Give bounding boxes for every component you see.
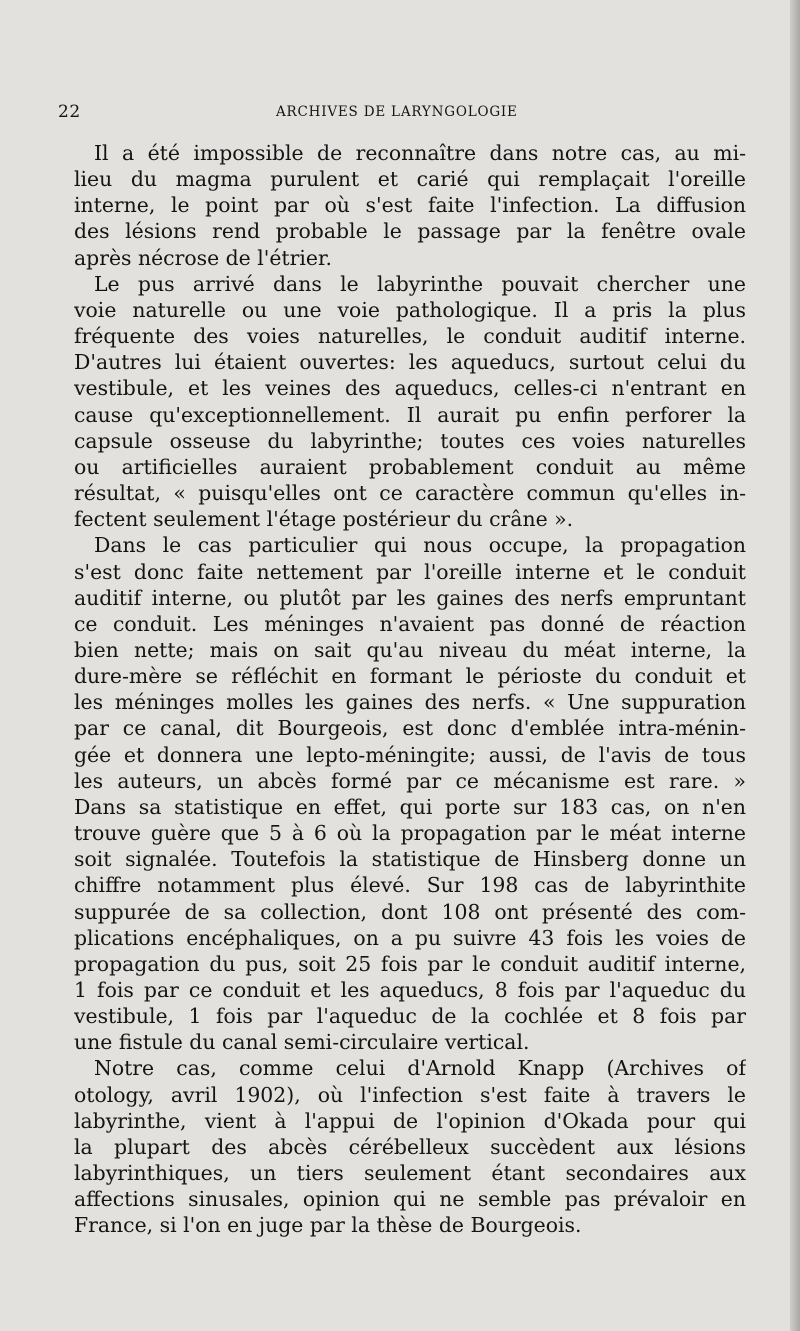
text-line: soit signalée. Toutefois la statistique de Hinsberg donne un xyxy=(74,847,746,872)
text-line: ce conduit. Les méninges n'avaient pas donné de réaction xyxy=(74,611,746,636)
text-line: fréquente des voies naturelles, le conduit auditif interne. xyxy=(74,324,746,349)
text-line: labyrinthiques, un tiers seulement étant secondaires aux xyxy=(74,1161,746,1186)
text-line: otology, avril 1902), où l'infection s'est faite à travers le xyxy=(74,1082,746,1107)
text-line: interne, le point par où s'est faite l'infection. La diffusion xyxy=(74,193,746,218)
text-line: capsule osseuse du labyrinthe; toutes ces voies naturelles xyxy=(74,428,746,453)
text-line: trouve guère que 5 à 6 où la propagation par le méat interne xyxy=(74,821,746,846)
text-line: les méninges molles les gaines des nerfs. « Une suppuration xyxy=(74,690,746,715)
text-line: plications encéphaliques, on a pu suivre 43 fois les voies de xyxy=(74,925,746,950)
text-line: 1 fois par ce conduit et les aqueducs, 8 fois par l'aqueduc du xyxy=(74,978,746,1002)
text-line: voie naturelle ou une voie pathologique. Il a pris la plus xyxy=(74,297,746,322)
paragraph xyxy=(74,271,746,533)
text-line: D'autres lui étaient ouvertes: les aqueducs, surtout celui du xyxy=(74,350,746,375)
text-line: Le pus arrivé dans le labyrinthe pouvait chercher une xyxy=(94,271,746,296)
text-line: résultat, « puisqu'elles ont ce caractère commun qu'elles in- xyxy=(74,481,746,506)
text-line: la plupart des abcès cérébelleux succèdent aux lésions xyxy=(74,1134,746,1159)
body-text xyxy=(74,140,746,1239)
text-line: France, si l'on en juge par la thèse de Bourgeois. xyxy=(74,1213,582,1238)
page-number: 22 xyxy=(58,102,81,122)
text-line: labyrinthe, vient à l'appui de l'opinion d'Okada pour qui xyxy=(74,1108,746,1133)
text-line: vestibule, et les veines des aqueducs, celles-ci n'entrant en xyxy=(74,376,746,401)
text-line: fectent seulement l'étage postérieur du crâne ». xyxy=(74,507,574,532)
text-line: après nécrose de l'étrier. xyxy=(74,245,332,270)
text-line: auditif interne, ou plutôt par les gaines des nerfs empruntant xyxy=(74,585,746,610)
text-line: des lésions rend probable le passage par la fenêtre ovale xyxy=(74,219,746,244)
paragraph xyxy=(74,532,746,1055)
text-line: les auteurs, un abcès formé par ce mécanisme est rare. » xyxy=(74,768,746,793)
text-line: gée et donnera une lepto-méningite; aussi, de l'avis de tous xyxy=(74,742,746,767)
page-edge-shadow xyxy=(790,0,800,1331)
text-line: affections sinusales, opinion qui ne semble pas prévaloir en xyxy=(74,1187,746,1212)
paragraph xyxy=(74,140,746,271)
text-line: une fistule du canal semi-circulaire vertical. xyxy=(74,1030,530,1055)
text-line: cause qu'exceptionnellement. Il aurait pu enfin perforer la xyxy=(74,402,746,427)
text-line: ou artificielles auraient probablement conduit au même xyxy=(74,454,746,479)
running-title: ARCHIVES DE LARYNGOLOGIE xyxy=(276,104,518,120)
text-line: dure-mère se réfléchit en formant le périoste du conduit et xyxy=(74,664,746,689)
text-line: vestibule, 1 fois par l'aqueduc de la cochlée et 8 fois par xyxy=(74,1004,746,1029)
text-line: Il a été impossible de reconnaître dans notre cas, au mi- xyxy=(94,141,746,165)
text-line: Dans le cas particulier qui nous occupe, la propagation xyxy=(94,533,746,558)
text-line: Notre cas, comme celui d'Arnold Knapp (Archives of xyxy=(94,1056,746,1081)
text-line: Dans sa statistique en effet, qui porte sur 183 cas, on n'en xyxy=(74,794,746,819)
text-line: propagation du pus, soit 25 fois par le conduit auditif interne, xyxy=(74,951,746,976)
paragraph xyxy=(74,1055,746,1238)
text-line: s'est donc faite nettement par l'oreille interne et le conduit xyxy=(74,559,746,584)
text-line: suppurée de sa collection, dont 108 ont présenté des com- xyxy=(74,899,746,924)
text-line: bien nette; mais on sait qu'au niveau du méat interne, la xyxy=(74,637,746,662)
text-line: chiffre notamment plus élevé. Sur 198 cas de labyrinthite xyxy=(74,873,746,898)
text-line: par ce canal, dit Bourgeois, est donc d'emblée intra-ménin- xyxy=(74,716,746,741)
text-line: lieu du magma purulent et carié qui remplaçait l'oreille xyxy=(74,167,746,192)
page-header xyxy=(58,102,748,128)
